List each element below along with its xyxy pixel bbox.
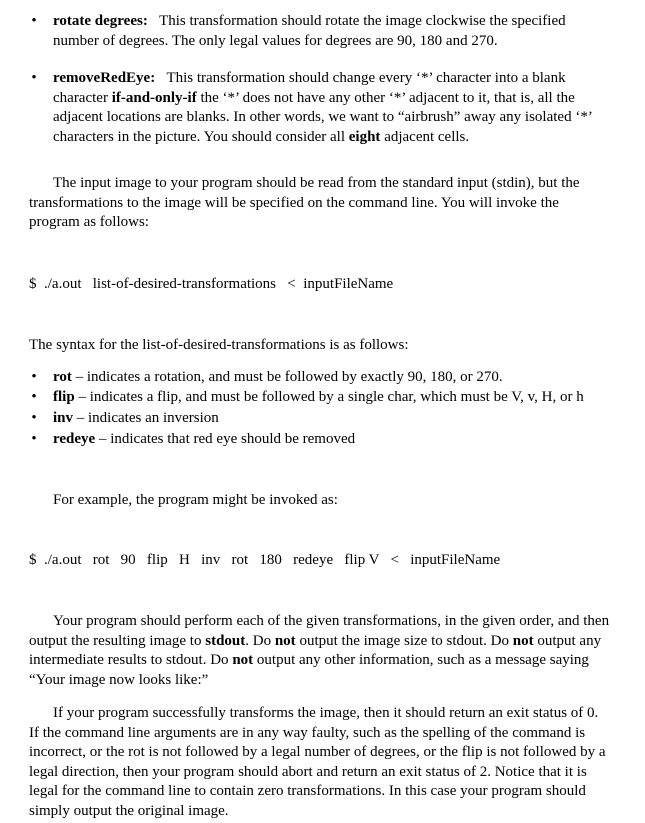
output-line-4: “Your image now looks like:” xyxy=(29,671,209,688)
syntax-desc-rot: – indicates a rotation, and must be followed by exactly 90, 180, or 270. xyxy=(71,369,503,385)
syntax-term-flip: flip xyxy=(53,389,75,405)
syntax-item-flip xyxy=(29,388,641,408)
output-line-2c: output the image size to stdout. Do xyxy=(295,632,513,649)
exit-line-1: If your program successfully transforms the image, then it should return an exit status of 0. xyxy=(53,705,599,721)
output-not-bold-2: not xyxy=(512,632,534,649)
command-usage: $ ./a.out list-of-desired-transformations < inputFileName xyxy=(29,276,394,292)
bullet-rotate-degrees xyxy=(29,12,641,51)
paragraph-exit-status xyxy=(29,704,606,821)
redeye-line-2-bold: if-and-only-if xyxy=(111,89,197,106)
syntax-desc-inv: – indicates an inversion xyxy=(73,410,219,426)
syntax-item-redeye xyxy=(29,430,641,450)
command-example: $ ./a.out rot 90 flip H inv rot 180 redeye flip V < inputFileName xyxy=(29,552,501,568)
exit-line-2: If the command line arguments are in any way faulty, such as the spelling of the command is xyxy=(29,724,586,741)
term-remove-red-eye: removeRedEye: xyxy=(53,70,156,86)
redeye-line-4b: adjacent cells. xyxy=(380,128,470,145)
rotate-line-2: number of degrees. The only legal values for degrees are 90, 180 and 270. xyxy=(53,32,498,49)
output-not-bold-3: not xyxy=(232,652,254,668)
output-line-2a: output the resulting image to xyxy=(29,632,206,649)
bullet-dot: • xyxy=(31,389,37,405)
redeye-line-2a: character xyxy=(53,89,112,106)
term-rotate-degrees: rotate degrees: xyxy=(53,13,148,29)
paragraph-output xyxy=(29,612,609,690)
syntax-item-inv xyxy=(29,409,641,429)
redeye-line-4-bold: eight xyxy=(348,128,381,145)
redeye-line-2b: the ‘*’ does not have any other ‘*’ adjacent to it, that is, all the xyxy=(196,89,575,106)
syntax-desc-redeye: – indicates that red eye should be removed xyxy=(95,431,356,447)
redeye-line-1: This transformation should change every ‘*’ character into a blank xyxy=(166,70,566,86)
input-line-1: The input image to your program should be read from the standard input (stdin), but the xyxy=(53,175,580,191)
bullet-dot: • xyxy=(31,369,37,385)
exit-line-6: simply output the original image. xyxy=(29,802,229,819)
exit-line-4: legal direction, then your program should abort and return an exit status of 2. Notice that it is xyxy=(29,763,587,780)
paragraph-input xyxy=(29,174,580,233)
syntax-term-rot: rot xyxy=(53,369,72,385)
output-line-3b: output any other information, such as a message saying xyxy=(253,652,589,668)
output-line-2b: . Do xyxy=(245,632,275,649)
output-not-bold-1: not xyxy=(274,632,296,649)
redeye-line-3: adjacent locations are blanks. In other words, we want to “airbrush” away any isolated ‘*’ xyxy=(53,109,593,125)
bullet-dot: • xyxy=(31,410,37,426)
bullet-remove-red-eye xyxy=(29,69,641,147)
redeye-line-4a: characters in the picture. You should consider all xyxy=(53,128,349,145)
bullet-dot: • xyxy=(31,70,37,86)
output-line-3a: intermediate results to stdout. Do xyxy=(29,652,233,668)
output-stdout-bold: stdout xyxy=(205,632,246,649)
syntax-desc-flip: – indicates a flip, and must be followed by a single char, which must be V, v, H, or h xyxy=(74,389,584,405)
bullet-dot: • xyxy=(31,431,37,447)
output-line-2d: output any xyxy=(533,632,602,649)
bullet-dot: • xyxy=(31,13,37,29)
input-line-2: transformations to the image will be specified on the command line. You will invoke the xyxy=(29,194,559,211)
output-line-1: Your program should perform each of the given transformations, in the given order, and then xyxy=(53,613,610,629)
exit-line-3: incorrect, or the rot is not followed by a legal number of degrees, or the flip is not followed by a xyxy=(29,744,606,760)
syntax-intro: The syntax for the list-of-desired-transformations is as follows: xyxy=(29,337,409,353)
rotate-line-1: This transformation should rotate the image clockwise the specified xyxy=(159,13,566,29)
syntax-term-inv: inv xyxy=(53,410,74,426)
example-intro: For example, the program might be invoked as: xyxy=(53,492,338,508)
exit-line-5: legal for the command line to contain zero transformations. In this case your program should xyxy=(29,783,586,799)
syntax-item-rot xyxy=(29,368,641,388)
input-line-3: program as follows: xyxy=(29,214,149,230)
syntax-term-redeye: redeye xyxy=(53,431,96,447)
